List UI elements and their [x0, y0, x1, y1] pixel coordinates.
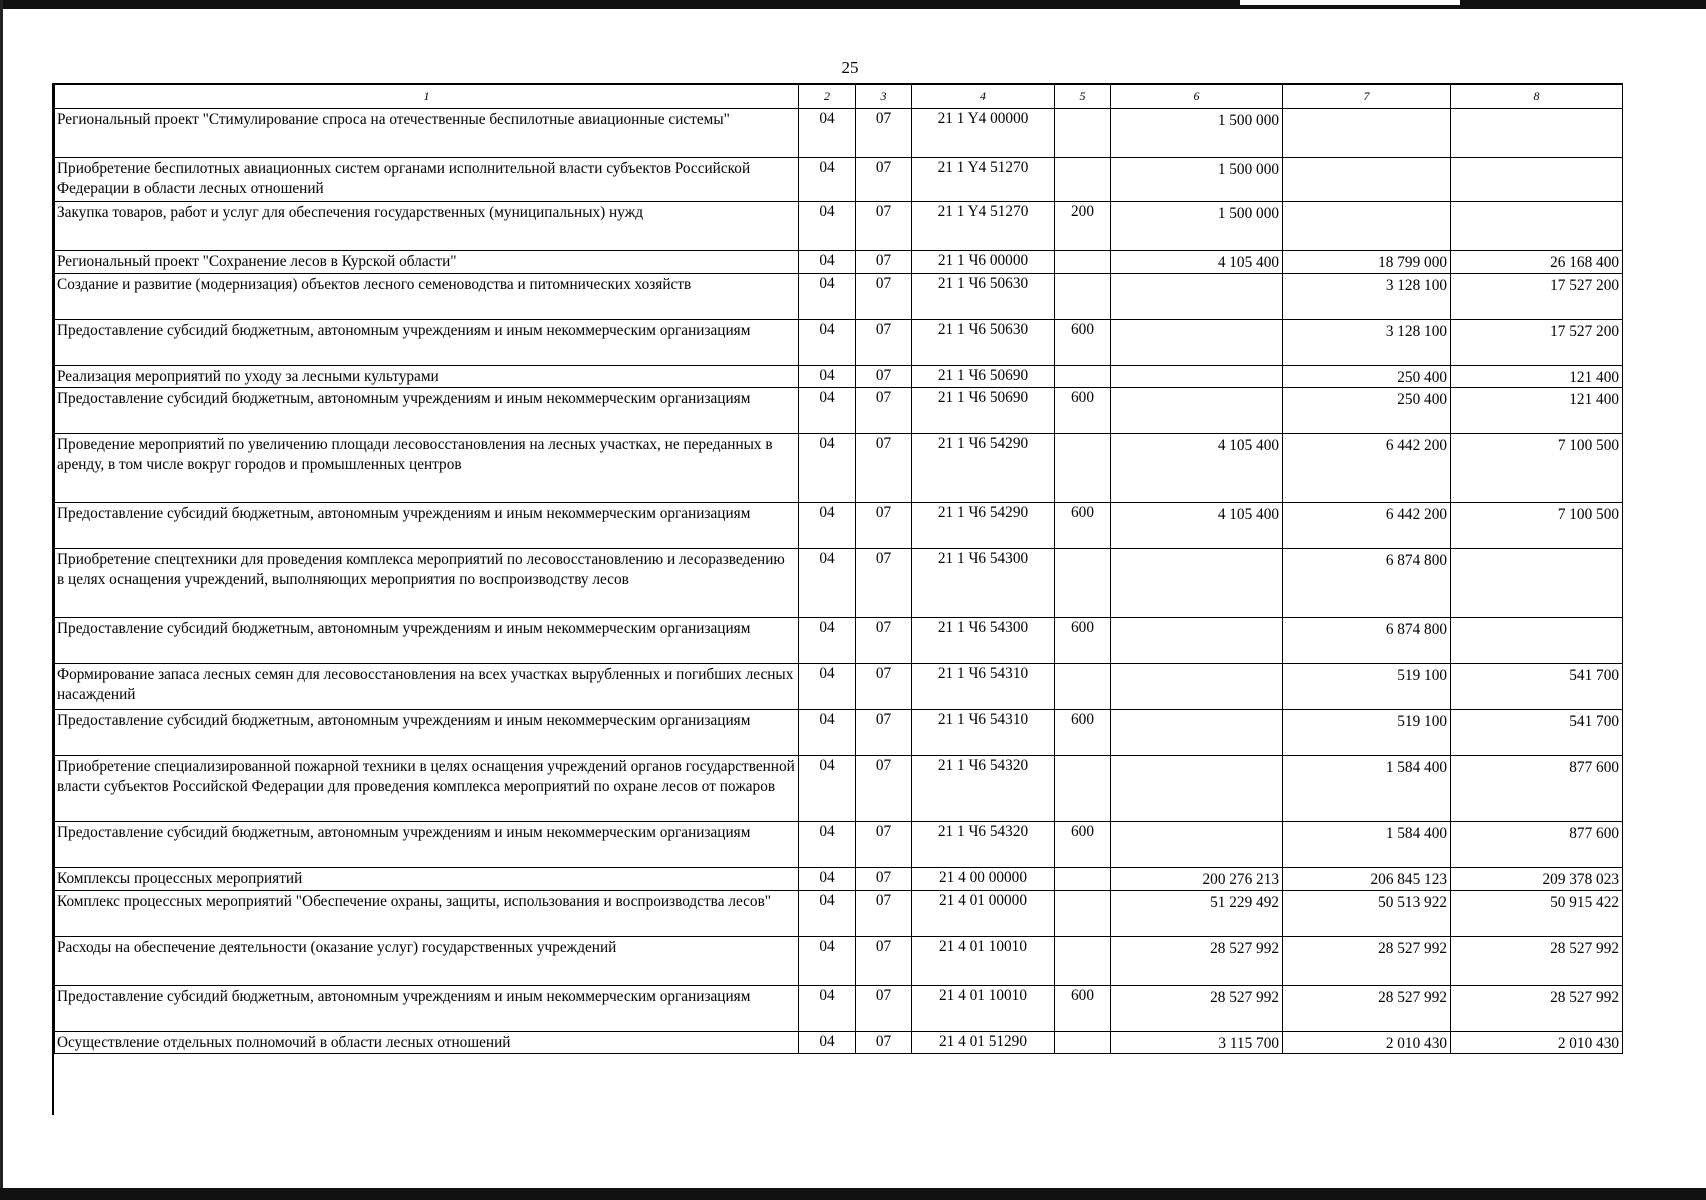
row-subsection: 07	[856, 319, 912, 365]
row-subsection: 07	[856, 503, 912, 549]
row-expense-type	[1055, 251, 1111, 274]
row-section: 04	[799, 664, 856, 710]
table-row	[55, 319, 1623, 365]
row-amount-col7: 3 128 100	[1283, 273, 1451, 319]
row-amount-col6: 1 500 000	[1111, 109, 1283, 158]
row-amount-col6: 51 229 492	[1111, 890, 1283, 936]
table-row	[55, 251, 1623, 274]
row-amount-col8: 50 915 422	[1451, 890, 1623, 936]
row-target-code: 21 4 01 10010	[912, 936, 1055, 985]
row-subsection: 07	[856, 109, 912, 158]
row-target-code: 21 4 00 00000	[912, 868, 1055, 891]
row-name: Предоставление субсидий бюджетным, автономным учреждениям и иным некоммерческим организациям	[55, 710, 799, 756]
row-expense-type	[1055, 158, 1111, 202]
row-target-code: 21 1 Y4 00000	[912, 109, 1055, 158]
row-name: Предоставление субсидий бюджетным, автономным учреждениям и иным некоммерческим организациям	[55, 388, 799, 434]
page-number: 25	[841, 58, 859, 77]
scan-edge-left	[0, 0, 3, 1200]
row-target-code: 21 1 Ч6 54300	[912, 549, 1055, 618]
table-row	[55, 109, 1623, 158]
row-subsection: 07	[856, 273, 912, 319]
table-row	[55, 365, 1623, 388]
row-target-code: 21 1 Y4 51270	[912, 158, 1055, 202]
table-row	[55, 434, 1623, 503]
table-row	[55, 822, 1623, 868]
row-target-code: 21 1 Ч6 54290	[912, 434, 1055, 503]
row-amount-col6: 4 105 400	[1111, 503, 1283, 549]
row-amount-col6	[1111, 756, 1283, 822]
table-row	[55, 273, 1623, 319]
row-subsection: 07	[856, 1031, 912, 1054]
row-name: Осуществление отдельных полномочий в области лесных отношений	[55, 1031, 799, 1054]
budget-table	[54, 83, 1623, 1054]
row-expense-type	[1055, 664, 1111, 710]
row-amount-col7	[1283, 109, 1451, 158]
row-name: Предоставление субсидий бюджетным, автономным учреждениям и иным некоммерческим организациям	[55, 618, 799, 664]
row-amount-col8: 28 527 992	[1451, 985, 1623, 1031]
row-target-code: 21 1 Ч6 50690	[912, 365, 1055, 388]
row-target-code: 21 4 01 00000	[912, 890, 1055, 936]
row-section: 04	[799, 434, 856, 503]
row-expense-type	[1055, 109, 1111, 158]
row-name: Формирование запаса лесных семян для лесовосстановления на всех участках вырубленных и погибших лесных насаждений	[55, 664, 799, 710]
row-amount-col6: 28 527 992	[1111, 936, 1283, 985]
row-amount-col6: 4 105 400	[1111, 251, 1283, 274]
table-outer-border	[52, 83, 54, 1115]
row-subsection: 07	[856, 549, 912, 618]
row-amount-col8: 2 010 430	[1451, 1031, 1623, 1054]
row-section: 04	[799, 388, 856, 434]
row-name: Приобретение беспилотных авиационных систем органами исполнительной власти субъектов Российской Федерации в области лесных отношений	[55, 158, 799, 202]
row-amount-col8: 877 600	[1451, 756, 1623, 822]
row-amount-col6: 200 276 213	[1111, 868, 1283, 891]
row-target-code: 21 1 Ч6 54320	[912, 822, 1055, 868]
row-name: Реализация мероприятий по уходу за лесными культурами	[55, 365, 799, 388]
row-amount-col8: 121 400	[1451, 388, 1623, 434]
row-amount-col7: 28 527 992	[1283, 985, 1451, 1031]
row-amount-col7: 6 442 200	[1283, 434, 1451, 503]
row-expense-type: 600	[1055, 388, 1111, 434]
row-section: 04	[799, 549, 856, 618]
table-row	[55, 1031, 1623, 1054]
row-amount-col7: 28 527 992	[1283, 936, 1451, 985]
row-subsection: 07	[856, 710, 912, 756]
row-amount-col8: 877 600	[1451, 822, 1623, 868]
row-amount-col8: 26 168 400	[1451, 251, 1623, 274]
row-name: Комплекс процессных мероприятий "Обеспечение охраны, защиты, использования и воспроизводства лесов"	[55, 890, 799, 936]
row-name: Приобретение специализированной пожарной техники в целях оснащения учреждений органов государственной власти субъектов Российской Федерации для проведения комплекса мероприятий по охране лесов от пожаров	[55, 756, 799, 822]
table-row	[55, 664, 1623, 710]
row-expense-type: 600	[1055, 710, 1111, 756]
row-subsection: 07	[856, 365, 912, 388]
row-amount-col8: 541 700	[1451, 710, 1623, 756]
row-section: 04	[799, 710, 856, 756]
table-body	[55, 109, 1623, 1054]
row-amount-col7: 18 799 000	[1283, 251, 1451, 274]
row-expense-type: 600	[1055, 618, 1111, 664]
header-col-8: 8	[1451, 84, 1623, 109]
row-amount-col6	[1111, 365, 1283, 388]
row-subsection: 07	[856, 202, 912, 251]
row-amount-col8: 28 527 992	[1451, 936, 1623, 985]
row-amount-col8: 17 527 200	[1451, 273, 1623, 319]
row-section: 04	[799, 822, 856, 868]
header-col-6: 6	[1111, 84, 1283, 109]
row-subsection: 07	[856, 890, 912, 936]
header-col-3: 3	[856, 84, 912, 109]
row-amount-col6: 1 500 000	[1111, 158, 1283, 202]
row-amount-col8	[1451, 618, 1623, 664]
row-name: Закупка товаров, работ и услуг для обеспечения государственных (муниципальных) нужд	[55, 202, 799, 251]
row-subsection: 07	[856, 388, 912, 434]
row-subsection: 07	[856, 158, 912, 202]
row-section: 04	[799, 158, 856, 202]
row-subsection: 07	[856, 251, 912, 274]
row-amount-col7: 50 513 922	[1283, 890, 1451, 936]
row-section: 04	[799, 202, 856, 251]
row-amount-col6	[1111, 549, 1283, 618]
row-amount-col8	[1451, 202, 1623, 251]
row-section: 04	[799, 618, 856, 664]
row-section: 04	[799, 109, 856, 158]
row-amount-col6	[1111, 710, 1283, 756]
row-name: Приобретение спецтехники для проведения комплекса мероприятий по лесовосстановлению и лесоразведению в целях оснащения учреждений, выполняющих мероприятия по воспроизводству лесов	[55, 549, 799, 618]
row-amount-col6	[1111, 319, 1283, 365]
table-row	[55, 985, 1623, 1031]
row-amount-col6	[1111, 822, 1283, 868]
row-section: 04	[799, 1031, 856, 1054]
row-amount-col7: 3 128 100	[1283, 319, 1451, 365]
row-amount-col7: 250 400	[1283, 365, 1451, 388]
row-amount-col8	[1451, 158, 1623, 202]
row-expense-type	[1055, 868, 1111, 891]
table-row	[55, 158, 1623, 202]
row-name: Комплексы процессных мероприятий	[55, 868, 799, 891]
table-row	[55, 503, 1623, 549]
row-expense-type	[1055, 936, 1111, 985]
row-name: Предоставление субсидий бюджетным, автономным учреждениям и иным некоммерческим организациям	[55, 319, 799, 365]
row-section: 04	[799, 319, 856, 365]
row-amount-col7: 1 584 400	[1283, 756, 1451, 822]
row-amount-col6	[1111, 273, 1283, 319]
row-expense-type: 600	[1055, 985, 1111, 1031]
row-subsection: 07	[856, 434, 912, 503]
row-amount-col6: 4 105 400	[1111, 434, 1283, 503]
row-amount-col6	[1111, 618, 1283, 664]
row-target-code: 21 1 Ч6 54310	[912, 664, 1055, 710]
row-section: 04	[799, 756, 856, 822]
table-header	[55, 84, 1623, 109]
row-target-code: 21 1 Ч6 50630	[912, 319, 1055, 365]
scan-edge-gap	[1240, 0, 1460, 5]
row-subsection: 07	[856, 868, 912, 891]
row-subsection: 07	[856, 985, 912, 1031]
row-target-code: 21 1 Ч6 54320	[912, 756, 1055, 822]
header-col-2: 2	[799, 84, 856, 109]
table-row	[55, 388, 1623, 434]
row-expense-type: 600	[1055, 822, 1111, 868]
row-target-code: 21 1 Ч6 54300	[912, 618, 1055, 664]
row-name: Региональный проект "Стимулирование спроса на отечественные беспилотные авиационные системы"	[55, 109, 799, 158]
row-subsection: 07	[856, 664, 912, 710]
row-expense-type	[1055, 756, 1111, 822]
row-target-code: 21 1 Y4 51270	[912, 202, 1055, 251]
table-row	[55, 936, 1623, 985]
row-amount-col6	[1111, 388, 1283, 434]
row-amount-col8	[1451, 109, 1623, 158]
row-amount-col7: 6 874 800	[1283, 549, 1451, 618]
header-col-4: 4	[912, 84, 1055, 109]
row-expense-type	[1055, 549, 1111, 618]
row-subsection: 07	[856, 618, 912, 664]
row-expense-type	[1055, 1031, 1111, 1054]
row-section: 04	[799, 936, 856, 985]
header-row	[55, 84, 1623, 109]
row-amount-col6	[1111, 664, 1283, 710]
row-amount-col7	[1283, 158, 1451, 202]
row-amount-col8: 541 700	[1451, 664, 1623, 710]
row-name: Предоставление субсидий бюджетным, автономным учреждениям и иным некоммерческим организациям	[55, 503, 799, 549]
row-amount-col7	[1283, 202, 1451, 251]
row-amount-col7: 250 400	[1283, 388, 1451, 434]
row-amount-col7: 519 100	[1283, 710, 1451, 756]
row-amount-col7: 6 874 800	[1283, 618, 1451, 664]
row-expense-type	[1055, 890, 1111, 936]
row-expense-type: 600	[1055, 503, 1111, 549]
scan-edge-bottom	[0, 1188, 1706, 1200]
row-amount-col7: 519 100	[1283, 664, 1451, 710]
row-name: Расходы на обеспечение деятельности (оказание услуг) государственных учреждений	[55, 936, 799, 985]
row-name: Проведение мероприятий по увеличению площади лесовосстановления на лесных участках, не переданных в аренду, в том числе вокруг городов и промышленных центров	[55, 434, 799, 503]
table-row	[55, 549, 1623, 618]
table-row	[55, 618, 1623, 664]
row-amount-col8: 7 100 500	[1451, 503, 1623, 549]
table-row	[55, 890, 1623, 936]
header-col-5: 5	[1055, 84, 1111, 109]
row-subsection: 07	[856, 936, 912, 985]
row-target-code: 21 1 Ч6 54290	[912, 503, 1055, 549]
row-section: 04	[799, 890, 856, 936]
row-amount-col8: 209 378 023	[1451, 868, 1623, 891]
row-expense-type: 600	[1055, 319, 1111, 365]
row-subsection: 07	[856, 822, 912, 868]
header-col-7: 7	[1283, 84, 1451, 109]
row-section: 04	[799, 251, 856, 274]
row-target-code: 21 1 Ч6 50630	[912, 273, 1055, 319]
row-amount-col8: 17 527 200	[1451, 319, 1623, 365]
row-amount-col8	[1451, 549, 1623, 618]
row-name: Предоставление субсидий бюджетным, автономным учреждениям и иным некоммерческим организациям	[55, 985, 799, 1031]
row-amount-col8: 7 100 500	[1451, 434, 1623, 503]
row-section: 04	[799, 365, 856, 388]
row-name: Создание и развитие (модернизация) объектов лесного семеноводства и питомнических хозяйств	[55, 273, 799, 319]
row-target-code: 21 1 Ч6 50690	[912, 388, 1055, 434]
row-target-code: 21 1 Ч6 54310	[912, 710, 1055, 756]
row-amount-col7: 206 845 123	[1283, 868, 1451, 891]
row-section: 04	[799, 273, 856, 319]
row-subsection: 07	[856, 756, 912, 822]
row-expense-type	[1055, 365, 1111, 388]
row-target-code: 21 4 01 51290	[912, 1031, 1055, 1054]
row-name: Предоставление субсидий бюджетным, автономным учреждениям и иным некоммерческим организациям	[55, 822, 799, 868]
row-amount-col6: 1 500 000	[1111, 202, 1283, 251]
row-section: 04	[799, 868, 856, 891]
row-amount-col7: 2 010 430	[1283, 1031, 1451, 1054]
row-target-code: 21 1 Ч6 00000	[912, 251, 1055, 274]
row-expense-type	[1055, 434, 1111, 503]
row-amount-col7: 6 442 200	[1283, 503, 1451, 549]
row-amount-col7: 1 584 400	[1283, 822, 1451, 868]
row-name: Региональный проект "Сохранение лесов в Курской области"	[55, 251, 799, 274]
row-section: 04	[799, 985, 856, 1031]
row-amount-col8: 121 400	[1451, 365, 1623, 388]
table-row	[55, 756, 1623, 822]
row-amount-col6: 3 115 700	[1111, 1031, 1283, 1054]
row-section: 04	[799, 503, 856, 549]
row-expense-type	[1055, 273, 1111, 319]
row-amount-col6: 28 527 992	[1111, 985, 1283, 1031]
header-col-1: 1	[55, 84, 799, 109]
row-expense-type: 200	[1055, 202, 1111, 251]
table-row	[55, 868, 1623, 891]
row-target-code: 21 4 01 10010	[912, 985, 1055, 1031]
table-row	[55, 710, 1623, 756]
table-row	[55, 202, 1623, 251]
